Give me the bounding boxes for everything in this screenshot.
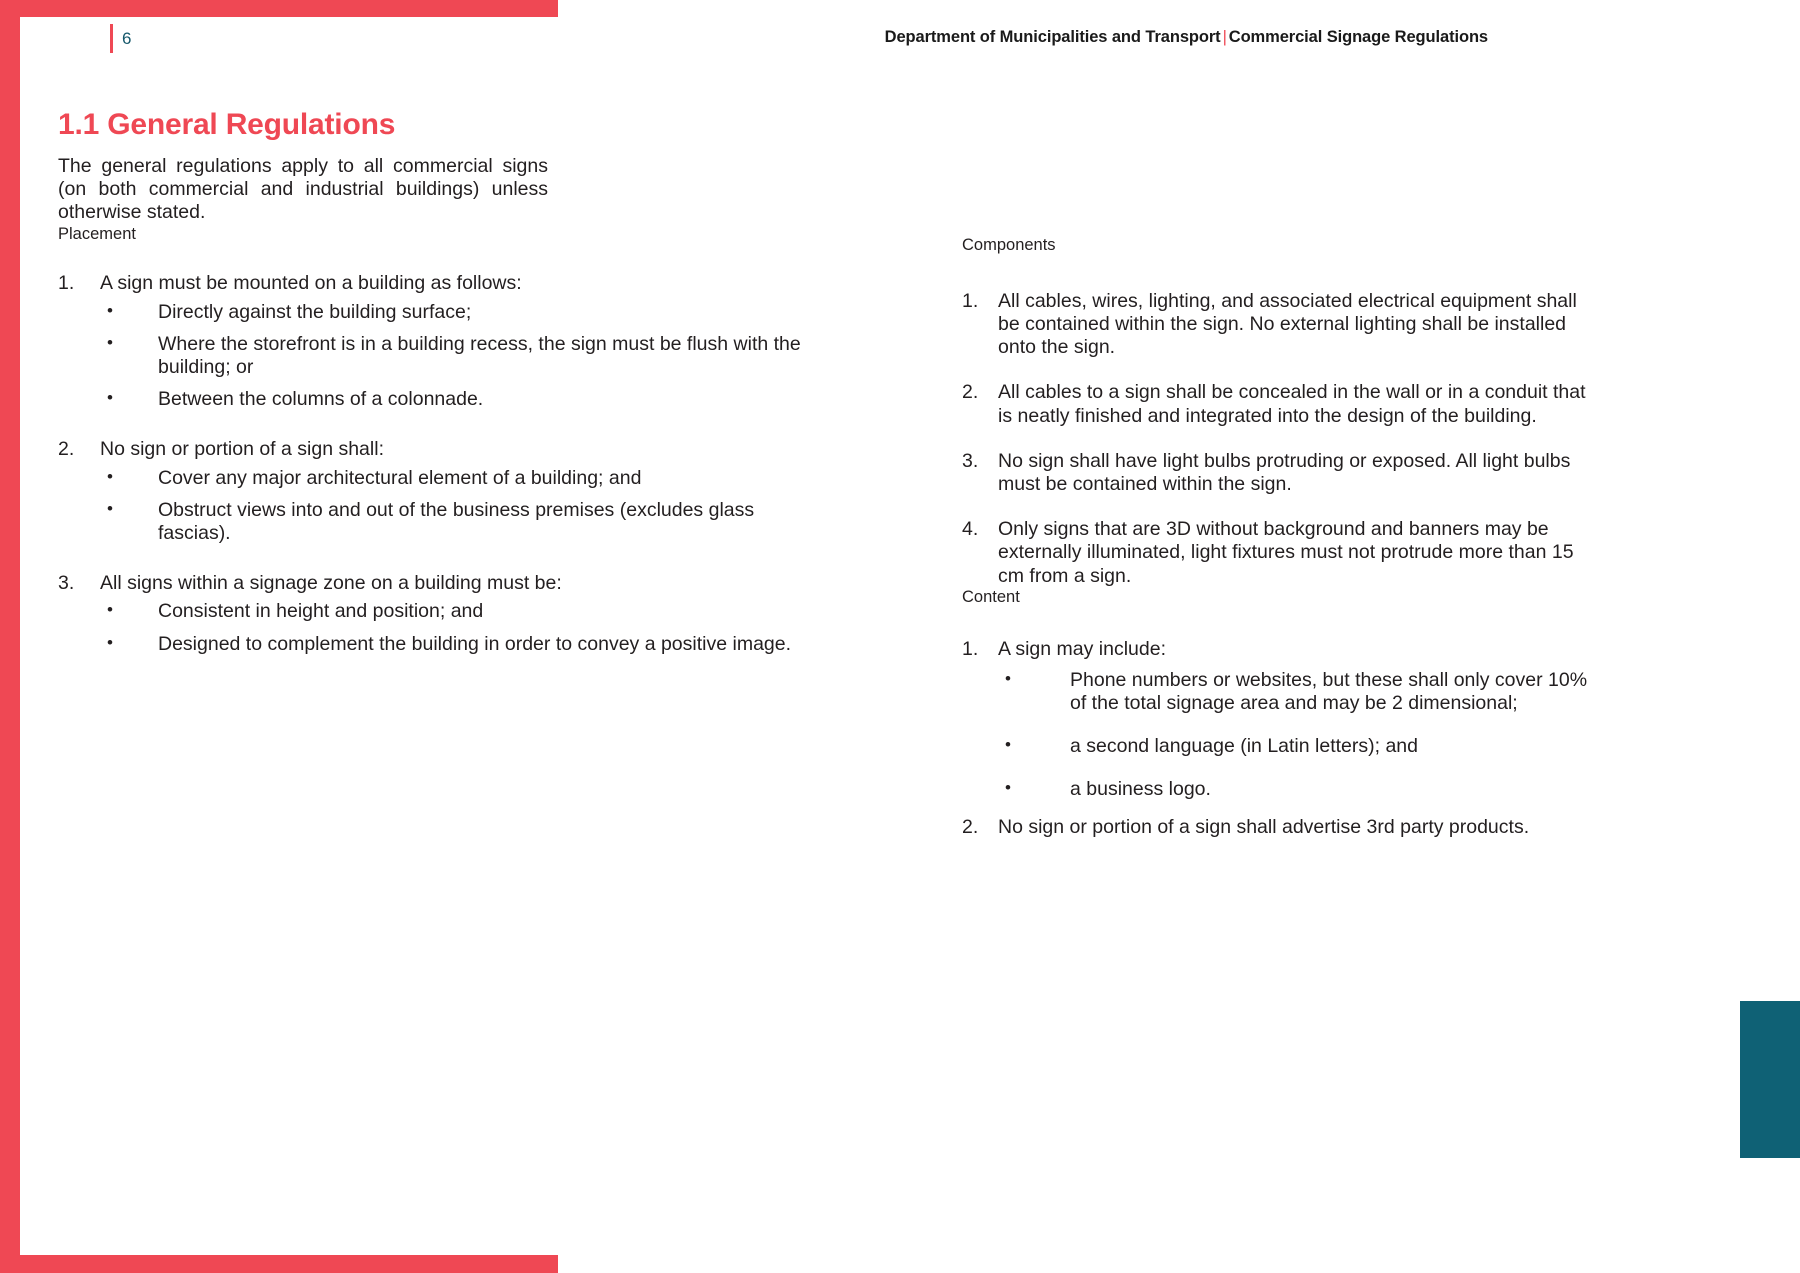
list-item-text: A sign may include: xyxy=(998,637,1167,660)
bullet-item xyxy=(998,669,1602,715)
running-head-document-title: Commercial Signage Regulations xyxy=(1228,28,1488,46)
bullet-point-icon: • xyxy=(107,332,113,352)
components-item-4 xyxy=(962,518,1602,588)
components-item-3 xyxy=(962,450,1602,496)
bullet-item-text: Designed to complement the building in order to convey a positive image. xyxy=(158,632,792,655)
content-item-1-bullets xyxy=(998,669,1602,802)
bullet-item xyxy=(998,778,1602,801)
bullet-item-text: Directly against the building surface; xyxy=(158,300,472,323)
list-marker: 2. xyxy=(962,381,979,404)
page-number: 6 xyxy=(122,28,132,48)
list-marker: 3. xyxy=(58,572,75,595)
bullet-item xyxy=(100,388,818,411)
bullet-item xyxy=(100,467,818,490)
decorative-top-red-bar xyxy=(0,0,558,17)
bullet-item-text: Phone numbers or websites, but these shall only cover 10% of the total signage area and may be 2 dimensional; xyxy=(1070,668,1588,715)
placement-item-3 xyxy=(58,572,818,656)
section-intro-paragraph: The general regulations apply to all commercial signs (on both commercial and industrial buildings) unless otherwise stated. xyxy=(58,155,548,224)
bullet-item-text: a business logo. xyxy=(1070,778,1211,801)
bullet-item-text: Consistent in height and position; and xyxy=(158,600,484,623)
bullet-point-icon: • xyxy=(107,498,113,518)
page-number-group xyxy=(110,24,131,53)
running-head-department: Department of Municipalities and Transport xyxy=(884,28,1221,46)
subheading-components: Components xyxy=(962,236,1056,254)
content-list xyxy=(962,638,1602,839)
bullet-item-text: Where the storefront is in a building recess, the sign must be flush with the building; or xyxy=(158,332,801,379)
list-item-text: No sign or portion of a sign shall advertise 3rd party products. xyxy=(998,815,1530,838)
placement-item-3-bullets xyxy=(100,600,818,655)
bullet-item-text: a second language (in Latin letters); and xyxy=(1070,735,1418,758)
list-item-text: Only signs that are 3D without background and banners may be externally illuminated, light fixtures must not protrude more than 15 cm from a sign. xyxy=(998,518,1574,587)
list-item-text: All cables, wires, lighting, and associated electrical equipment shall be contained within the sign. No external lighting shall be installed onto the sign. xyxy=(998,289,1577,359)
page-number-tick-icon xyxy=(110,24,113,53)
right-column xyxy=(962,236,1602,839)
bullet-item-text: Obstruct views into and out of the business premises (excludes glass fascias). xyxy=(158,498,755,545)
decorative-left-red-bar xyxy=(0,0,20,1273)
bullet-point-icon: • xyxy=(1005,735,1011,755)
list-marker: 4. xyxy=(962,518,979,541)
bullet-point-icon: • xyxy=(107,388,113,408)
list-item-text: A sign must be mounted on a building as follows: xyxy=(100,272,522,295)
list-marker: 3. xyxy=(962,449,979,472)
bullet-point-icon: • xyxy=(107,300,113,320)
bullet-point-icon: • xyxy=(107,632,113,652)
list-marker: 1. xyxy=(58,272,75,295)
list-marker: 2. xyxy=(962,815,979,838)
placement-item-2 xyxy=(58,438,818,545)
bullet-point-icon: • xyxy=(107,466,113,486)
bullet-point-icon: • xyxy=(1005,778,1011,798)
list-item-text: No sign or portion of a sign shall: xyxy=(100,438,384,461)
content-item-2 xyxy=(962,816,1602,839)
placement-item-2-bullets xyxy=(100,467,818,546)
placement-item-1-bullets xyxy=(100,301,818,412)
list-item-text: No sign shall have light bulbs protruding or exposed. All light bulbs must be contained within the sign. xyxy=(998,449,1571,496)
list-item-text: All signs within a signage zone on a building must be: xyxy=(100,572,562,595)
decorative-bottom-red-bar xyxy=(0,1255,558,1273)
bullet-item xyxy=(100,600,818,623)
list-item-text: All cables to a sign shall be concealed in the wall or in a conduit that is neatly finished and integrated into the design of the building. xyxy=(998,381,1586,427)
components-item-2 xyxy=(962,381,1602,427)
subheading-content: Content xyxy=(962,587,1020,606)
components-list xyxy=(962,290,1602,588)
bullet-item xyxy=(100,333,818,379)
list-marker: 1. xyxy=(962,289,979,312)
bullet-item xyxy=(100,633,818,656)
components-item-1 xyxy=(962,290,1602,360)
running-head xyxy=(885,28,1488,47)
section-title: 1.1 General Regulations xyxy=(58,108,396,141)
placement-list xyxy=(58,272,818,655)
content-item-1 xyxy=(962,638,1602,802)
bullet-item xyxy=(998,735,1602,758)
bullet-item-text: Between the columns of a colonnade. xyxy=(158,388,484,411)
bullet-point-icon: • xyxy=(1005,668,1011,688)
bullet-item-text: Cover any major architectural element of a building; and xyxy=(158,466,642,489)
list-marker: 2. xyxy=(58,438,75,461)
list-marker: 1. xyxy=(962,637,979,660)
decorative-teal-block xyxy=(1740,1001,1800,1158)
running-head-separator: | xyxy=(1222,28,1227,46)
placement-item-1 xyxy=(58,272,818,411)
left-column xyxy=(58,108,818,656)
bullet-item xyxy=(100,499,818,545)
bullet-point-icon: • xyxy=(107,600,113,620)
subheading-placement: Placement xyxy=(58,224,136,243)
bullet-item xyxy=(100,301,818,324)
